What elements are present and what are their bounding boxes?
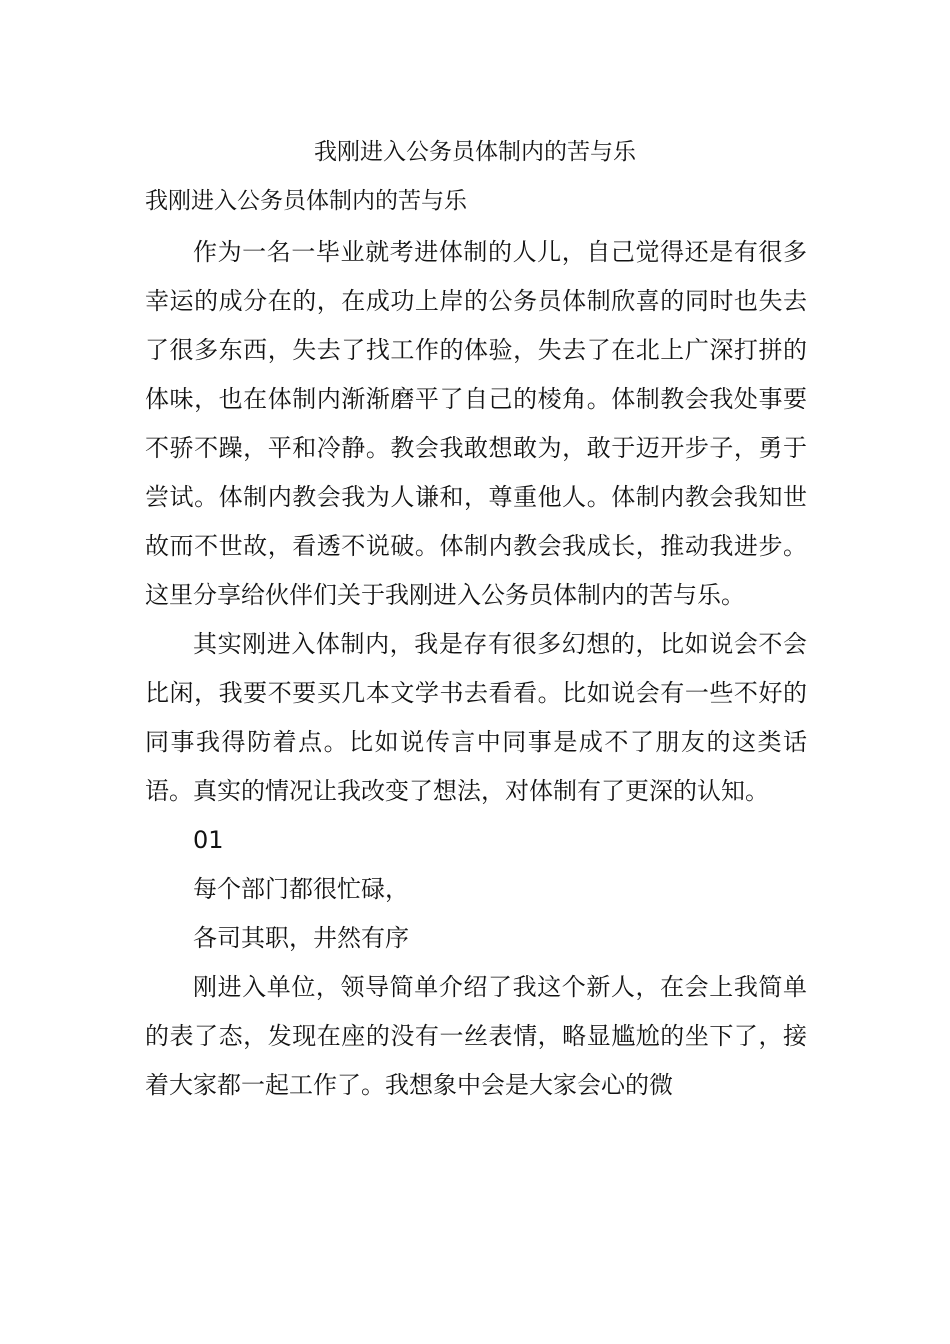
section-heading-line-2: 各司其职，井然有序 (193, 924, 409, 952)
paragraph-intro: 作为一名一毕业就考进体制的人儿，自己觉得还是有很多幸运的成分在的，在成功上岸的公务员体制欣喜的同时也失去了很多东西，失去了找工作的体验，失去了在北上广深打拼的体味，也在体制内渐渐磨平了自己的棱角。体制教会我处事要不骄不躁，平和冷静。教会我敢想敢为，敢于迈开步子，勇于尝试。体制内教会我为人谦和，尊重他人。体制内教会我知世故而不世故，看透不说破。体制内教会我成长，推动我进步。这里分享给伙伴们关于我刚进入公务员体制内的苦与乐。 (145, 238, 807, 609)
paragraph-expectations: 其实刚进入体制内，我是存有很多幻想的，比如说会不会比闲，我要不要买几本文学书去看看。比如说会有一些不好的同事我得防着点。比如说传言中同事是成不了朋友的这类话语。真实的情况让我改变了想法，对体制有了更深的认知。 (145, 630, 807, 805)
document-subtitle: 我刚进入公务员体制内的苦与乐 (145, 188, 467, 214)
document-body (145, 228, 807, 1110)
document-title: 我刚进入公务员体制内的苦与乐 (314, 139, 636, 165)
paragraph-section-1: 刚进入单位，领导简单介绍了我这个新人，在会上我简单的表了态，发现在座的没有一丝表情，略显尴尬的坐下了，接着大家都一起工作了。我想象中会是大家会心的微 (145, 973, 807, 1099)
section-number: 01 (193, 826, 224, 854)
section-heading-line-1: 每个部门都很忙碌， (193, 875, 409, 903)
